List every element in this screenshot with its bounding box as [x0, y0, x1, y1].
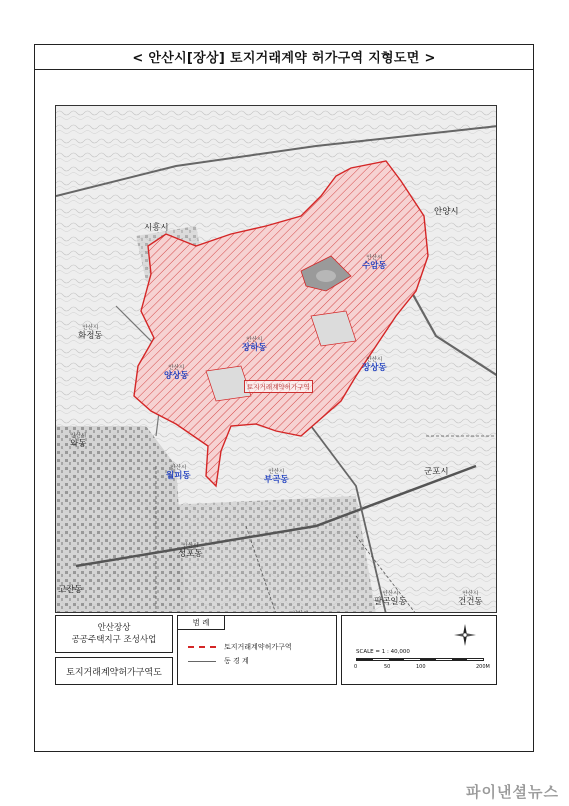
place-wolpi: 안산시 월피동: [166, 465, 191, 481]
place-geongeon: 안산시 건건동: [458, 591, 483, 607]
legend-boundary-swatch: [188, 661, 216, 662]
title-divider: [35, 69, 533, 70]
north-arrow-icon: [454, 624, 476, 646]
place-gunpo: 군포시: [424, 467, 449, 477]
scale-tick-0: 0: [354, 664, 358, 670]
place-anyang: 안양시: [434, 207, 459, 217]
scale-text: SCALE = 1 : 40,000: [356, 649, 410, 655]
project-line2: 공공주택지구 조성사업: [71, 635, 157, 645]
scale-box: [341, 615, 497, 685]
legend-row-boundary: [188, 656, 249, 666]
info-panel: [55, 615, 497, 685]
legend-boundary-label: 동 경 계: [224, 657, 249, 665]
place-palgok: 안산시 팔곡일동: [374, 591, 407, 607]
watermark: 파이낸셜뉴스: [466, 783, 559, 801]
subtitle-box: 토지거래계약허가구역도: [55, 657, 173, 685]
place-sumam: 안산시 수암동: [362, 255, 387, 271]
project-line1: 안산장상: [97, 622, 131, 633]
place-jangsang: 안산시 장상동: [362, 357, 387, 373]
zone-center-label: 토지거래계약허가구역: [244, 380, 313, 393]
map-sheet: [34, 44, 534, 752]
topographic-map: [56, 106, 497, 613]
map-title: < 안산시[장상] 토지거래계약 허가구역 지형도면 >: [132, 51, 436, 66]
legend-zone-swatch: [188, 646, 216, 648]
place-seongpo: 안산시 성포동: [178, 543, 203, 559]
scale-tick-200: 200M: [476, 664, 490, 670]
place-hwajeong: 안산시 화정동: [78, 325, 103, 341]
scale-tick-100: 100: [416, 664, 426, 670]
legend-heading: 범 례: [178, 616, 225, 630]
scale-bar: [356, 658, 484, 661]
legend-zone-label: 토지거래계약허가구역: [224, 643, 292, 651]
scale-tick-50: 50: [384, 664, 391, 670]
map-frame[interactable]: [55, 105, 497, 613]
reservoir: [316, 270, 336, 282]
project-box: [55, 615, 173, 653]
place-yangsang: 안산시 양상동: [164, 365, 189, 381]
place-wa: 안산시 와동: [70, 433, 87, 449]
place-siheung: 시흥시: [144, 223, 169, 233]
place-bugok: 안산시 부곡동: [264, 469, 289, 485]
legend-box: [177, 615, 337, 685]
place-jangha: 안산시 장하동: [242, 337, 267, 353]
place-gojan: 고잔동: [58, 585, 83, 595]
legend-row-zone: [188, 642, 292, 652]
